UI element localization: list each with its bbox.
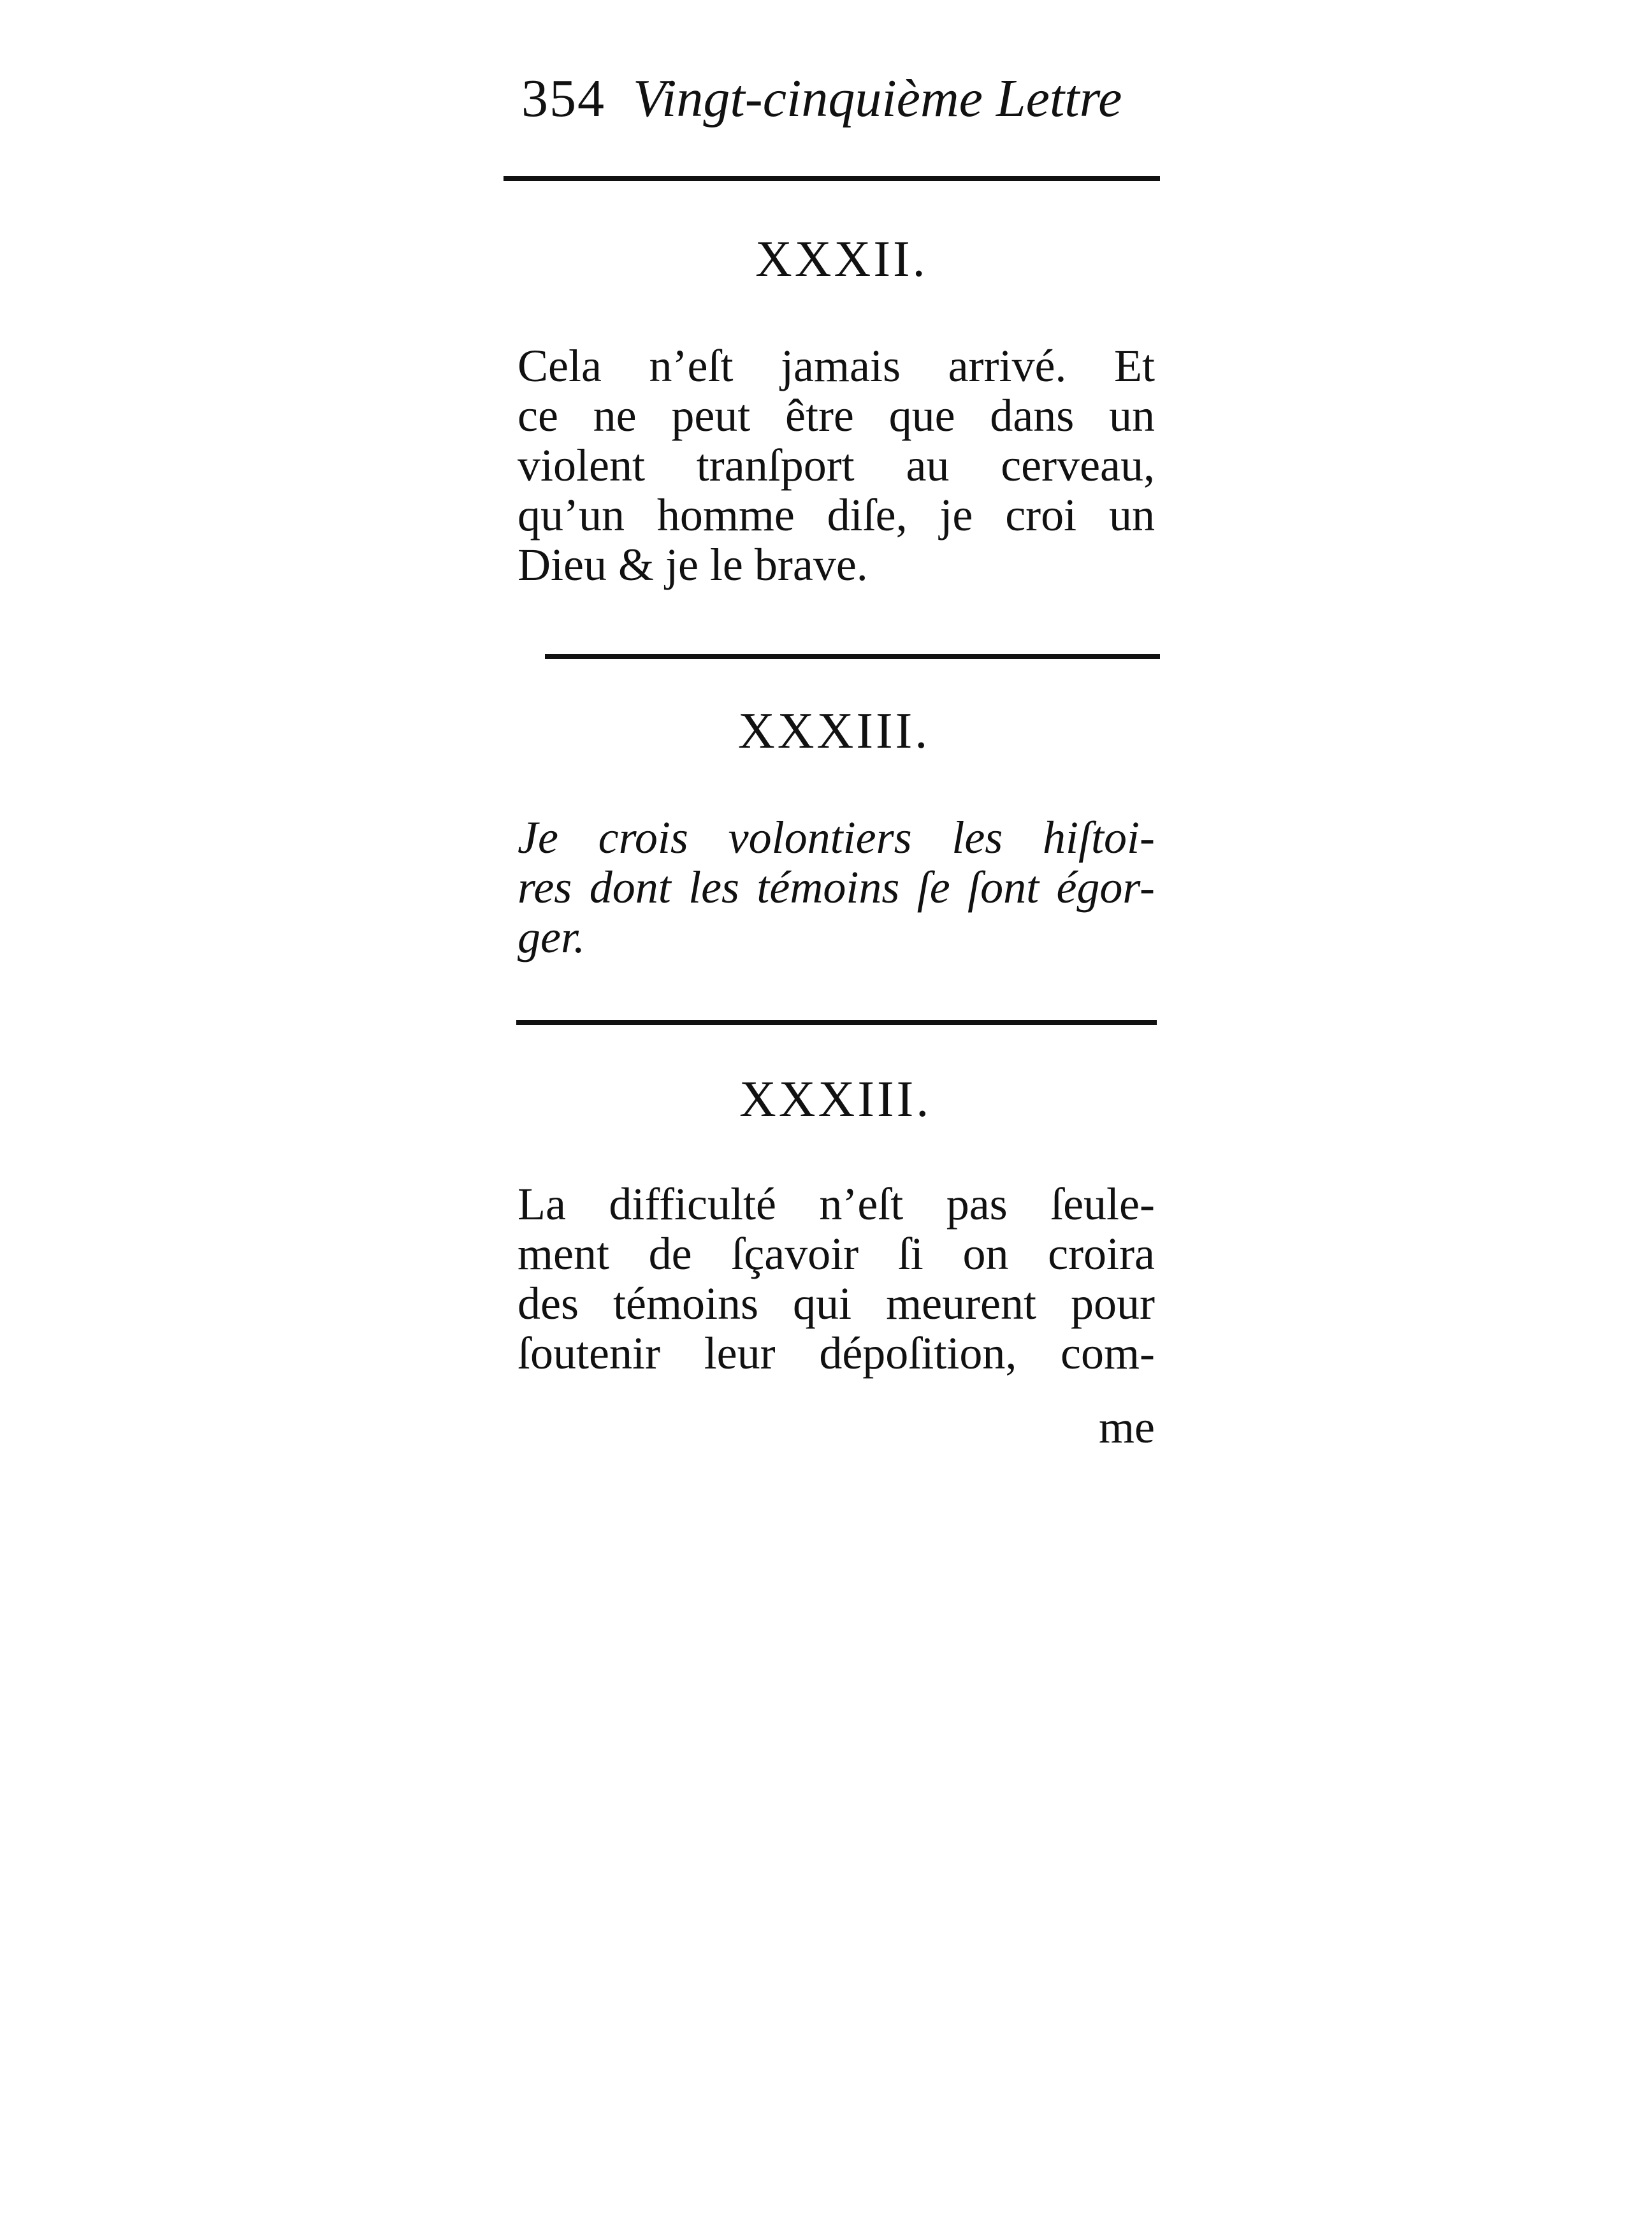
page-number: 354 (521, 69, 605, 128)
text-line: ce ne peut être que dans un (518, 390, 1155, 441)
text-line: La difficulté n’eſt pas ſeule- (518, 1179, 1155, 1230)
section-text (518, 813, 1155, 962)
running-title: Vingt-cinquième Lettre (633, 69, 1122, 128)
section-heading: XXXIII. (739, 1071, 932, 1128)
text-line: ment de ſçavoir ſi on croira (518, 1228, 1155, 1279)
section-heading: XXXII. (755, 231, 928, 287)
section-rule (545, 654, 1160, 659)
text-line: ger. (518, 911, 585, 962)
section-text (518, 1179, 1155, 1378)
text-line: des témoins qui meurent pour (518, 1278, 1155, 1329)
header-rule (504, 176, 1160, 181)
text-line: qu’un homme diſe, je croi un (518, 490, 1155, 541)
section-rule (516, 1020, 1157, 1025)
text-line: Dieu & je le brave. (518, 539, 868, 590)
section-text (518, 341, 1155, 590)
running-header (521, 67, 1122, 131)
section-heading: XXXIII. (738, 703, 931, 759)
text-line: Je crois volontiers les hiſtoi- (518, 812, 1155, 863)
catchword: me (1099, 1402, 1155, 1453)
text-line: ſoutenir leur dépoſition, com- (518, 1328, 1155, 1379)
text-line: violent tranſport au cerveau, (518, 440, 1155, 491)
text-line: Cela n’eſt jamais arrivé. Et (518, 340, 1155, 391)
text-line: res dont les témoins ſe ſont égor- (518, 862, 1155, 913)
